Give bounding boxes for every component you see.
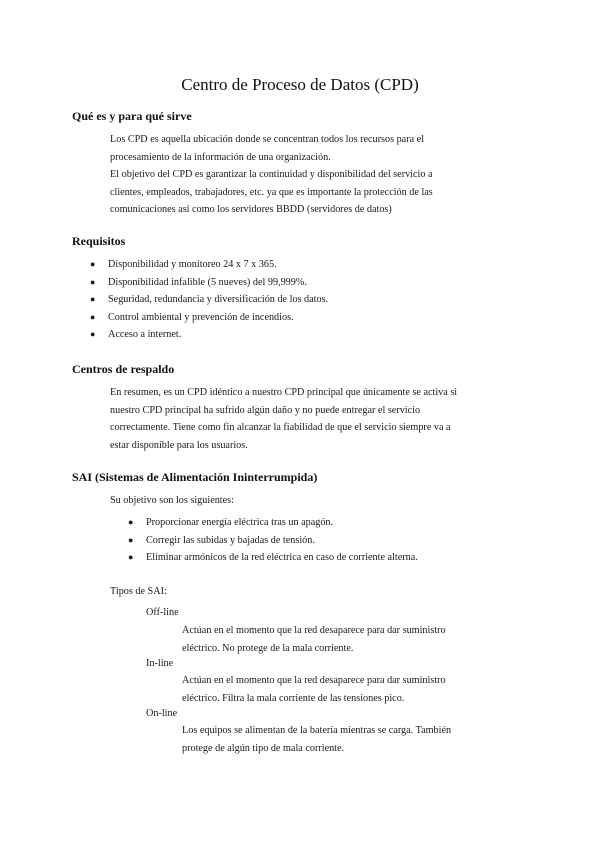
- tipo-term-online: On-line: [146, 708, 178, 719]
- paragraph-line: correctamente. Tiene como fin alcanzar la fiabilidad de que el servicio siempre va a: [110, 422, 451, 433]
- sai-objectives-list: [128, 514, 418, 567]
- paragraph-line: El objetivo del CPD es garantizar la continuidad y disponibilidad del servicio a: [110, 169, 433, 180]
- paragraph-line: En resumen, es un CPD idéntico a nuestro CPD principal que únicamente se activa si: [110, 387, 458, 398]
- heading-respaldo: Centros de respaldo: [72, 362, 175, 376]
- list-item: ● Control ambiental y prevención de incendios.: [90, 309, 328, 327]
- list-item: ● Disponibilidad infalible (5 nueves) del 99,999%.: [90, 274, 328, 292]
- paragraph-line: clientes, empleados, trabajadores, etc. ya que es importante la protección de las: [110, 186, 433, 198]
- paragraph-que-es: [110, 131, 550, 219]
- tipo-desc-online: Los equipos se alimentan de la batería mientras se carga. También protege de algún tipo de mala corriente.: [182, 725, 452, 754]
- paragraph-line: comunicaciones así como los servidores BBDD (servidores de datos): [110, 204, 392, 215]
- requisitos-list: [90, 256, 328, 344]
- bullet-icon: ●: [128, 552, 134, 562]
- bullet-icon: ●: [128, 517, 134, 527]
- paragraph-respaldo: [110, 384, 550, 454]
- tipos-label: Tipos de SAI:: [110, 586, 167, 597]
- tipo-desc-offline: Actúan en el momento que la red desaparece para dar suministro eléctrico. No protege de la mala corriente.: [182, 625, 446, 654]
- tipo-term-offline: Off-line: [146, 607, 179, 618]
- list-item: ● Disponibilidad y monitoreo 24 x 7 x 365.: [90, 256, 328, 274]
- paragraph-line: procesamiento de la información de una organización.: [110, 151, 331, 163]
- tipo-desc-inline: Actúan en el momento que la red desaparece para dar suministro eléctrico. Filtra la mala corriente de las tensiones pico.: [182, 675, 446, 704]
- bullet-icon: ●: [90, 259, 96, 269]
- list-item: ● Corregir las subidas y bajadas de tensión.: [128, 532, 418, 550]
- paragraph-line: estar disponible para los usuarios.: [110, 439, 248, 451]
- heading-sai: SAI (Sistemas de Alimentación Ininterrumpida): [72, 470, 318, 484]
- sai-intro: Su objetivo son los siguientes:: [110, 495, 234, 506]
- bullet-icon: ●: [90, 294, 96, 304]
- paragraph-line: nuestro CPD principal ha sufrido algún daño y no puede entregar el servicio: [110, 404, 421, 416]
- heading-requisitos: Requisitos: [72, 234, 126, 248]
- heading-que-es: Qué es y para qué sirve: [72, 109, 192, 123]
- list-item: ● Acceso a internet.: [90, 326, 328, 344]
- tipo-term-inline: In-line: [146, 658, 174, 669]
- list-item: ● Seguridad, redundancia y diversificación de los datos.: [90, 291, 328, 309]
- paragraph-line: Los CPD es aquella ubicación donde se concentran todos los recursos para el: [110, 134, 425, 145]
- list-item: ● Proporcionar energía eléctrica tras un apagón.: [128, 514, 418, 532]
- bullet-icon: ●: [90, 329, 96, 339]
- bullet-icon: ●: [128, 534, 134, 545]
- page-title: Centro de Proceso de Datos (CPD): [181, 75, 419, 94]
- list-item: ● Eliminar armónicos de la red eléctrica en caso de corriente alterna.: [128, 549, 418, 567]
- bullet-icon: ●: [90, 311, 96, 322]
- bullet-icon: ●: [90, 276, 96, 287]
